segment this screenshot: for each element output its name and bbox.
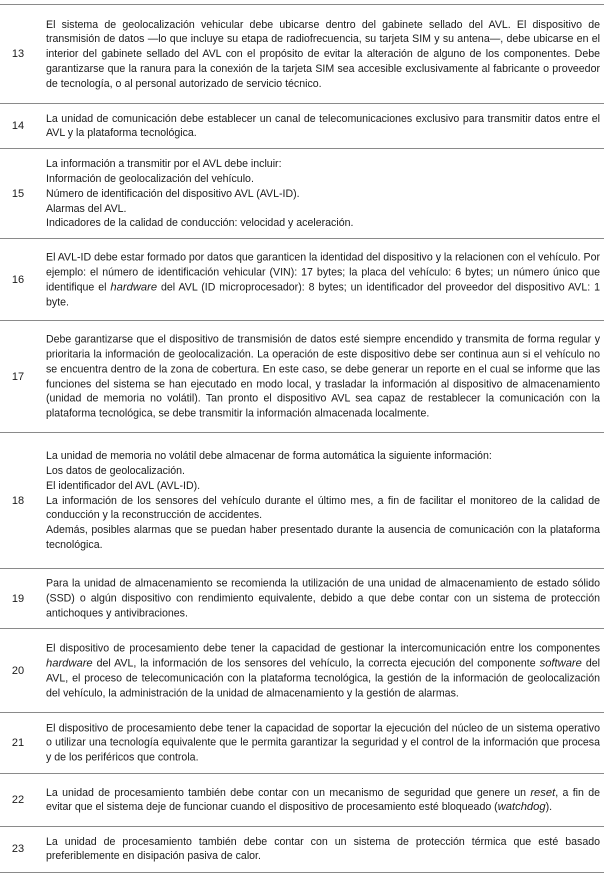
row-text (46, 449, 600, 553)
table-row (0, 238, 604, 321)
row-paragraph: La unidad de procesamiento también debe contar con un sistema de protección térmica que esté basado preferiblemente en disipación pasiva de calor. (46, 835, 600, 863)
row-text (46, 721, 600, 766)
row-number: 23 (11, 843, 25, 856)
row-text (46, 157, 600, 231)
table-row (0, 628, 604, 713)
italic-term: reset (530, 786, 556, 799)
row-paragraph: El dispositivo de procesamiento debe tener la capacidad de soportar la ejecución del núcleo de un sistema operativo o utilizar una tecnología equivalente que le permita garantizar la seguridad y el control de la información que procesa y de los periféricos que controla. (46, 722, 600, 764)
row-number: 13 (11, 48, 25, 61)
table-row (0, 148, 604, 239)
row-paragraph: La información de los sensores del vehículo durante el último mes, a fin de facilitar el monitoreo de la calidad de conducción y la reconstrucción de accidentes. (46, 494, 600, 522)
row-text (46, 332, 600, 421)
row-line: Información de geolocalización del vehículo. (46, 172, 254, 185)
text-segment: ). (545, 801, 553, 814)
row-paragraph: El sistema de geolocalización vehicular debe ubicarse dentro del gabinete sellado del AVL. El dispositivo de transmisión de datos —lo que incluye su etapa de radiofrecuencia, su tarjeta SIM y su antena—, debe ubicarse en el interior del gabinete sellado del AVL con el propósito de evitar la alteración de alguno de los componentes. Debe garantizarse que la ranura para la conexión de la tarjeta SIM sea accesible exclusivamente al fabricante o proveedor de tecnología, o al personal autorizado de servicio técnico. (46, 18, 600, 90)
row-number: 21 (11, 737, 25, 750)
row-line: Número de identificación del dispositivo AVL (AVL-ID). (46, 187, 300, 200)
row-paragraph: Además, posibles alarmas que se puedan haber presentado durante la ausencia de comunicación con la plataforma tecnológica. (46, 524, 600, 552)
row-number: 19 (11, 592, 25, 605)
table-row (0, 568, 604, 629)
text-segment: El AVL-ID debe estar formado por datos que garanticen la identidad del dispositivo y la relacionen con el vehículo. Por ejemplo: el número de identificación vehicular (VIN): 17 bytes; la placa del vehículo: 6 bytes; un número único que identifique el (46, 251, 600, 293)
row-text (46, 641, 600, 700)
row-line: Indicadores de la calidad de conducción: velocidad y aceleración. (46, 217, 354, 230)
row-number: 14 (11, 120, 25, 133)
row-paragraph (46, 641, 600, 700)
row-text (46, 17, 600, 91)
table-row (0, 773, 604, 827)
row-paragraph (46, 250, 600, 309)
text-segment: El dispositivo de procesamiento debe tener la capacidad de gestionar la intercomunicación entre los componentes (46, 642, 600, 655)
row-paragraph: La unidad de comunicación debe establecer un canal de telecomunicaciones exclusivo para transmitir datos entre el AVL y la plataforma tecnológica. (46, 112, 600, 140)
text-segment: del AVL, la información de los sensores del vehículo, la correcta ejecución del componente (96, 657, 536, 670)
table-row (0, 4, 604, 104)
row-line: Los datos de geolocalización. (46, 464, 185, 477)
row-number: 17 (11, 370, 25, 383)
row-text (46, 577, 600, 622)
italic-term: watchdog (497, 801, 546, 814)
row-text (46, 112, 600, 142)
row-line: La información a transmitir por el AVL debe incluir: (46, 157, 282, 170)
row-number: 16 (11, 273, 25, 286)
row-number: 20 (11, 664, 25, 677)
row-line: Alarmas del AVL. (46, 202, 127, 215)
text-segment: , a fin de evitar que el sistema deje de funcionar cuando el dispositivo de procesamiento esté bloqueado ( (46, 786, 601, 814)
row-text (46, 835, 600, 865)
italic-term: hardware (46, 657, 93, 670)
row-text (46, 786, 600, 816)
text-segment: La unidad de procesamiento también debe contar con un mecanismo de seguridad que genere un (46, 786, 526, 799)
table-row (0, 712, 604, 774)
row-paragraph (46, 786, 600, 816)
row-paragraph: Para la unidad de almacenamiento se recomienda la utilización de una unidad de almacenamiento de estado sólido (SSD) o algún dispositivo con rendimiento equivalente, debido a que debe contar con un sistema de protección antichoques y antivibraciones. (46, 577, 600, 620)
text-segment: del AVL, el proceso de telecomunicación con la plataforma tecnológica, la gestión de la información de geolocalización del vehículo, la administración de la unidad de almacenamiento y la gestión de alarmas. (46, 657, 600, 699)
table-row (0, 103, 604, 149)
row-number: 15 (11, 187, 25, 200)
row-paragraph: Debe garantizarse que el dispositivo de transmisión de datos esté siempre encendido y transmita de forma regular y prioritaria la información de geolocalización. La operación de este dispositivo debe ser continua aun si el vehículo no se encuentra dentro de la zona de cobertura. En este caso, se debe generar un reporte en el cual se informe que las funciones del sistema se han ejecutado en modo local, y trasladar la información al dispositivo de almacenamiento (unidad de memoria no volátil). Tan pronto el dispositivo AVL sea capaz de restablecer la comunicación con la plataforma tecnológica, se debe transmitir la información almacenada localmente. (46, 333, 600, 420)
row-line: El identificador del AVL (AVL-ID). (46, 479, 201, 492)
row-number: 18 (11, 494, 25, 507)
table-row (0, 320, 604, 433)
italic-term: hardware (110, 281, 158, 293)
text-segment: del AVL (ID microprocesador): 8 bytes; un identificador del proveedor del dispositivo AVL: 1 byte. (46, 281, 600, 308)
row-number: 22 (11, 794, 25, 807)
italic-term: software (539, 657, 582, 670)
row-text (46, 250, 600, 309)
row-line: La unidad de memoria no volátil debe almacenar de forma automática la siguiente información: (46, 450, 492, 463)
table-row (0, 826, 604, 873)
table-row (0, 432, 604, 569)
